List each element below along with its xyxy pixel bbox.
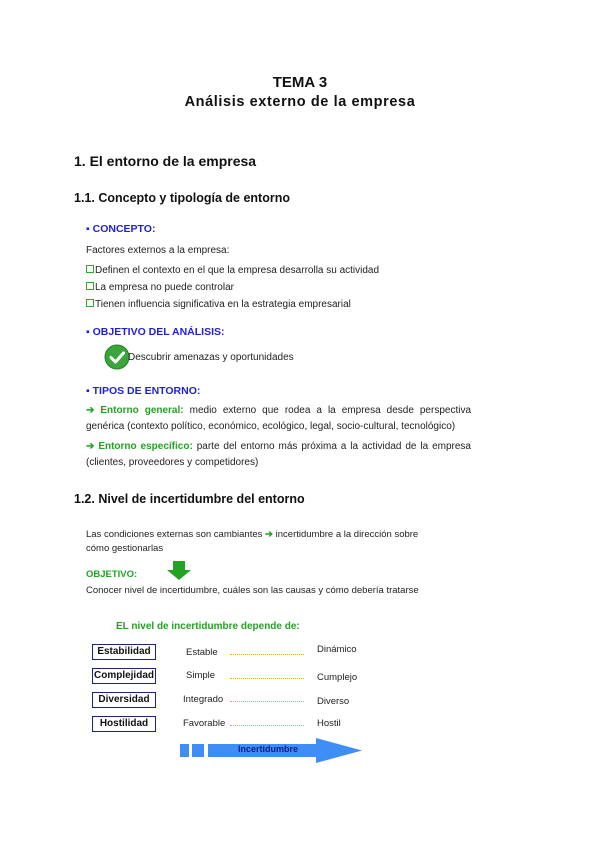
diagram-title: EL nivel de incertidumbre depende de: bbox=[116, 621, 300, 632]
tipos-entorno-heading: ▪ TIPOS DE ENTORNO: bbox=[86, 385, 201, 397]
factor-box: Diversidad bbox=[92, 692, 156, 708]
concepto-heading: ▪ CONCEPTO: bbox=[86, 223, 156, 235]
concepto-intro: Factores externos a la empresa: bbox=[86, 245, 230, 256]
entorno-especifico-paragraph: ➔ Entorno específico: parte del entorno más próxima a la actividad de la empresa (clientes, proveedores y competidores) bbox=[86, 441, 471, 468]
concepto-item: La empresa no puede controlar bbox=[86, 282, 234, 293]
factor-low-label: Estable bbox=[186, 647, 218, 658]
factor-low-label: Favorable bbox=[183, 718, 226, 729]
entorno-general-paragraph: ➔ Entorno general: medio externo que rodea a la empresa desde perspectiva genérica (contexto político, económico, ecológico, legal, socio-cultural, tecnológico) bbox=[86, 405, 472, 432]
objetivo-text: Conocer nivel de incertidumbre, cuáles son las causas y cómo debería tratarse bbox=[86, 585, 419, 596]
factor-high-label: Diverso bbox=[317, 696, 350, 707]
factor-box: Estabilidad bbox=[92, 644, 156, 660]
arrow-right-icon: ➔ bbox=[86, 405, 95, 416]
dotted-leader bbox=[230, 725, 304, 726]
objetivo-analisis-heading: ▪ OBJETIVO DEL ANÁLISIS: bbox=[86, 326, 225, 338]
dotted-leader bbox=[230, 701, 304, 702]
objetivo-label: OBJETIVO: bbox=[86, 569, 138, 580]
factor-high-label: Cumplejo bbox=[317, 672, 358, 683]
check-circle-icon bbox=[104, 344, 130, 370]
condiciones-line-1: Las condiciones externas son cambiantes ➔ incertidumbre a la dirección sobre bbox=[86, 529, 419, 540]
factor-high-label: Dinámico bbox=[317, 644, 357, 655]
arrow-down-icon bbox=[166, 561, 192, 581]
objetivo-analisis-text: Descubrir amenazas y oportunidades bbox=[128, 352, 294, 363]
section-1-1-heading: 1.1. Concepto y tipología de entorno bbox=[74, 191, 290, 205]
checkbox-bullet-icon bbox=[86, 282, 94, 290]
factor-high-label: Hostil bbox=[317, 718, 341, 729]
concepto-item: Tienen influencia significativa en la estrategia empresarial bbox=[86, 299, 351, 310]
incertidumbre-label: Incertidumbre bbox=[238, 744, 299, 754]
dotted-leader bbox=[230, 678, 304, 679]
condiciones-line-2: cómo gestionarlas bbox=[86, 543, 164, 554]
concepto-item: Definen el contexto en el que la empresa desarrolla su actividad bbox=[86, 265, 379, 276]
checkbox-bullet-icon bbox=[86, 299, 94, 307]
checkbox-bullet-icon bbox=[86, 265, 94, 273]
factor-box: Hostilidad bbox=[92, 716, 156, 732]
tema-title: TEMA 3 bbox=[272, 74, 328, 91]
factor-box: Complejidad bbox=[92, 668, 156, 684]
factor-low-label: Integrado bbox=[183, 694, 224, 705]
document-subtitle: Análisis externo de la empresa bbox=[184, 94, 416, 110]
section-1-heading: 1. El entorno de la empresa bbox=[74, 153, 257, 169]
arrow-right-icon: ➔ bbox=[265, 529, 273, 540]
arrow-right-icon: ➔ bbox=[86, 441, 95, 452]
factor-low-label: Simple bbox=[186, 670, 216, 681]
dotted-leader bbox=[230, 654, 304, 655]
section-1-2-heading: 1.2. Nivel de incertidumbre del entorno bbox=[74, 492, 305, 506]
